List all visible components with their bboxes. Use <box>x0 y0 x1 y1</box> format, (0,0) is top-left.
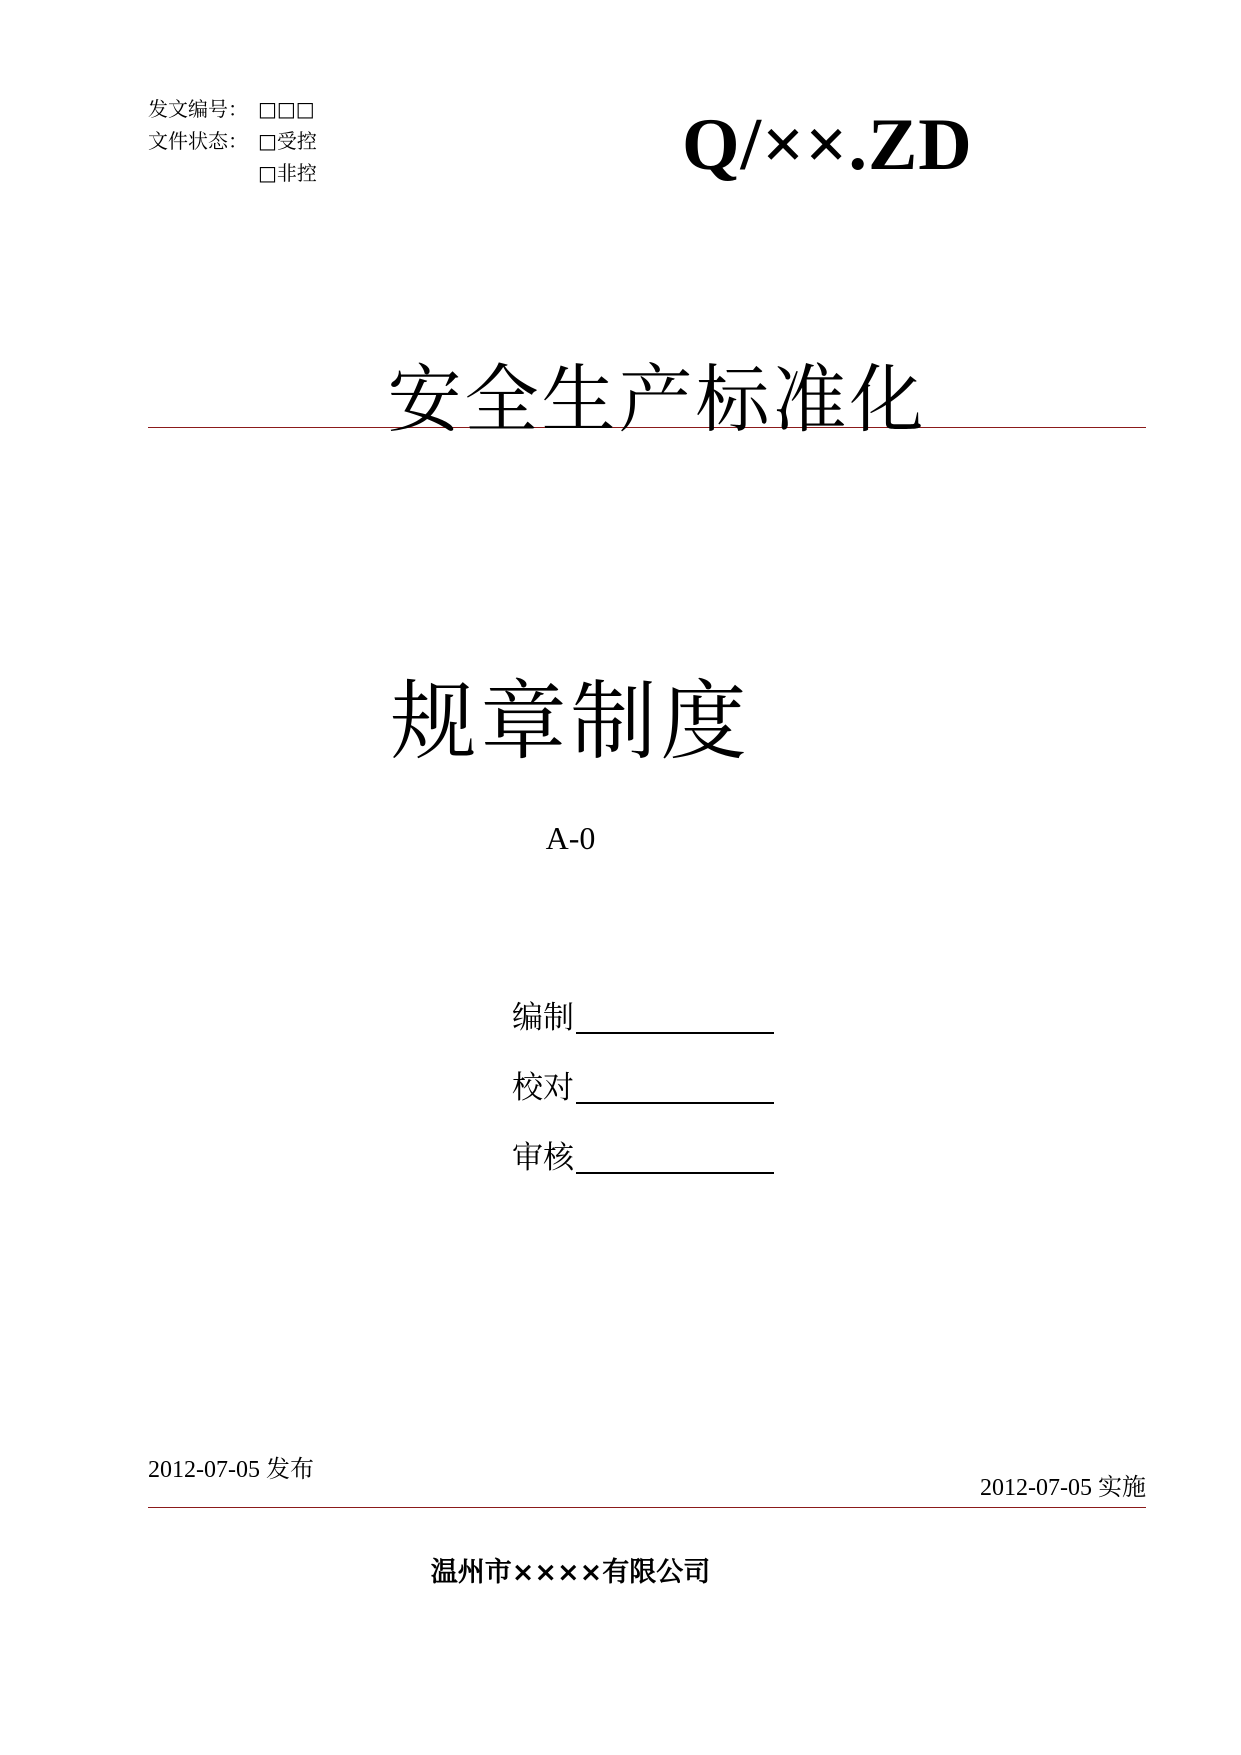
proofread-label: 校对 <box>512 1070 574 1106</box>
reviewed-signature-line <box>576 1138 774 1174</box>
main-title: 安全生产标准化 <box>387 357 927 443</box>
compiled-label: 编制 <box>512 1000 574 1036</box>
company-name: 温州市××××有限公司 <box>430 1557 711 1588</box>
doc-number-label: 发文编号： <box>148 97 248 121</box>
document-code: Q/××.ZD <box>682 104 973 186</box>
status-spacer <box>148 157 258 189</box>
status-controlled-checkbox: □受控 <box>258 129 317 153</box>
proofread-signature-line <box>576 1068 774 1104</box>
publish-date: 2012-07-05 发布 <box>148 1457 314 1483</box>
version-label: A-0 <box>545 820 596 856</box>
status-label: 文件状态： <box>148 129 248 153</box>
doc-number-row <box>148 93 317 125</box>
implement-date: 2012-07-05 实施 <box>980 1475 1146 1501</box>
reviewed-row <box>512 1108 774 1178</box>
status-row-2 <box>148 157 317 189</box>
compiled-row <box>512 968 774 1038</box>
compiled-signature-line <box>576 998 774 1034</box>
sub-title: 规章制度 <box>390 672 751 772</box>
doc-number-value: □□□ <box>258 97 315 121</box>
document-meta <box>148 93 317 189</box>
signature-block <box>512 968 774 1178</box>
status-row <box>148 125 317 157</box>
proofread-row <box>512 1038 774 1108</box>
footer-rule <box>148 1507 1146 1508</box>
reviewed-label: 审核 <box>512 1140 574 1176</box>
status-uncontrolled-checkbox: □非控 <box>258 161 317 185</box>
